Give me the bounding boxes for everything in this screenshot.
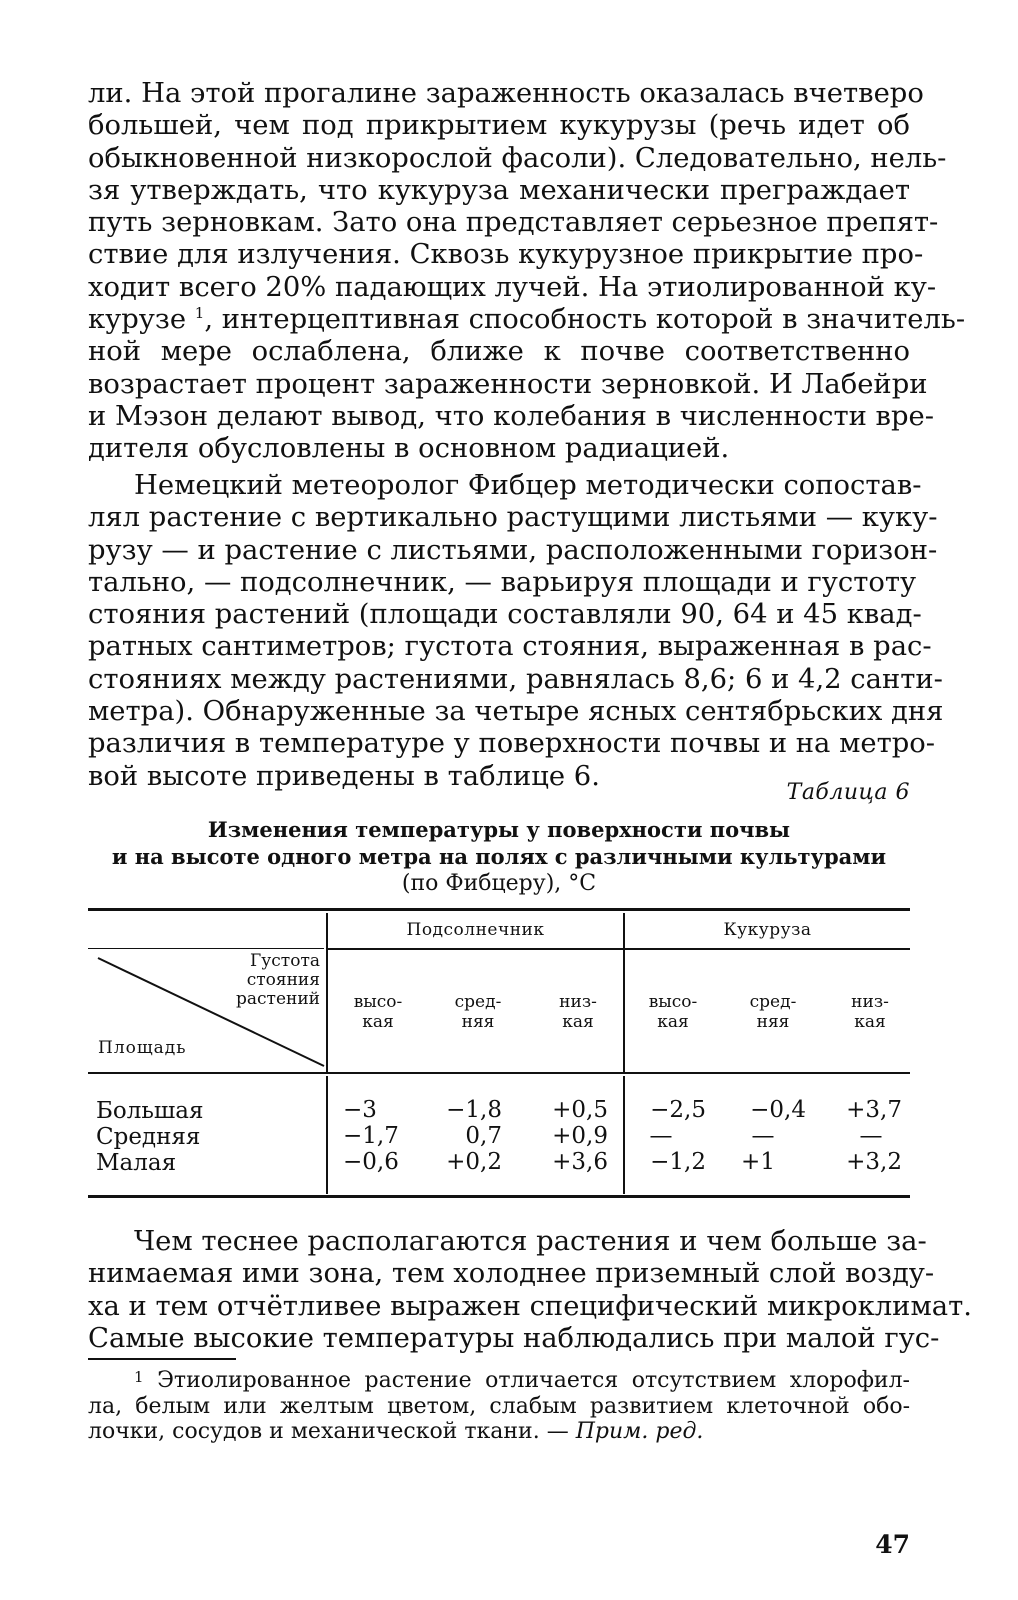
subcol-line: кая [362, 1012, 394, 1032]
table-cell: — [859, 1123, 883, 1149]
paragraph-1 [88, 78, 966, 466]
text-line: ходит всего 20% падающих лучей. На этиолированной ку- [88, 271, 937, 303]
footnote-marker: 1 [134, 1368, 144, 1386]
text-line: Чем теснее располагаются растения и чем больше за- [134, 1226, 927, 1257]
table-cell: +0,9 [552, 1123, 608, 1149]
table-top-rule [88, 908, 910, 911]
text-line: путь зерновкам. Зато она представляет серьезное препят- [88, 207, 939, 239]
text-line: лял растение с вертикально растущими листьями — куку- [88, 502, 938, 534]
text-line: большей, чем под прикрытием кукурузы (речь идет об [88, 110, 910, 142]
table-cell: +3,7 [846, 1097, 902, 1123]
text-line: ной мере ослаблена, ближе к почве соответственно [88, 336, 910, 368]
group-header-rule [328, 948, 910, 950]
table-cell: +3,6 [552, 1149, 608, 1175]
paragraph-3 [88, 1226, 972, 1355]
subcol-header [628, 992, 718, 1032]
group-divider-body [623, 1076, 625, 1194]
subcol-header [825, 992, 915, 1032]
stub-density-line: растений [236, 989, 320, 1009]
footnote-line [88, 1368, 910, 1394]
paragraph-2 [88, 470, 944, 793]
header-bottom-rule [88, 1072, 910, 1074]
text-line: тально, — подсолнечник, — варьируя площади и густоту [88, 566, 917, 598]
table-cell: +3,2 [846, 1149, 902, 1175]
text-line: дителя обусловлены в основном радиацией. [88, 433, 730, 465]
table-cell: +1 [741, 1149, 775, 1175]
table-title-subline: (по Фибцеру), °С [401, 871, 597, 896]
footnote-reference: 1 [194, 304, 205, 323]
text-line: нимаемая ими зона, тем холоднее приземный слой возду- [88, 1258, 935, 1290]
table-cell: +0,2 [446, 1149, 502, 1175]
text-line: стояния растений (площади составляли 90, 64 и 45 квад- [88, 599, 922, 631]
row-label: Большая [96, 1098, 204, 1124]
subcol-line: кая [562, 1012, 594, 1032]
text-fragment: курузе [88, 304, 187, 336]
subcol-line: низ- [559, 992, 597, 1012]
table-cell: +0,5 [552, 1097, 608, 1123]
stub-area-label: Площадь [98, 1038, 187, 1058]
row-label: Малая [96, 1150, 177, 1176]
footnote-text: Этиолированное растение отличается отсутствием хлорофил- [157, 1368, 910, 1393]
text-line: рузу — и растение с листьями, расположенными горизон- [88, 534, 938, 566]
editor-note: Прим. ред. [575, 1419, 704, 1444]
footnote-line: ла, белым или желтым цветом, слабым развитием клеточной обо- [88, 1393, 910, 1419]
subcol-header [533, 992, 623, 1032]
text-line: стояниях между растениями, равнялась 8,6; 6 и 4,2 санти- [88, 663, 943, 695]
footnote-rule [88, 1358, 236, 1360]
text-line: зя утверждать, что кукуруза механически преграждает [88, 174, 910, 206]
text-fragment: , интерцептивная способность которой в значитель- [204, 304, 966, 336]
text-line: и Мэзон делают вывод, что колебания в численности вре- [88, 400, 934, 432]
footnote [88, 1368, 910, 1445]
group-header-corn: Кукуруза [723, 920, 812, 940]
table-title-line: Изменения температуры у поверхности почвы [207, 817, 791, 842]
subcol-header [333, 992, 423, 1032]
table-title-line: и на высоте одного метра на полях с различными культурами [111, 844, 887, 869]
table-cell: −0,4 [750, 1097, 806, 1123]
text-line: ствие для излучения. Сквозь кукурузное прикрытие про- [88, 239, 924, 271]
table-cell: −0,6 [343, 1149, 399, 1175]
group-header-sunflower: Подсолнечник [406, 920, 545, 940]
table-cell: −1,2 [650, 1149, 706, 1175]
text-line-with-footnote [88, 304, 966, 336]
stub-divider-body [326, 1076, 328, 1194]
text-line: различия в температуре у поверхности почвы и на метро- [88, 728, 936, 760]
footnote-text: лочки, сосудов и механической ткани. — [88, 1419, 569, 1444]
subcol-line: низ- [851, 992, 889, 1012]
text-line: ратных сантиметров; густота стояния, выраженная в рас- [88, 631, 932, 663]
subcol-line: кая [854, 1012, 886, 1032]
row-label: Средняя [96, 1124, 201, 1150]
stub-density-line: Густота [250, 951, 320, 971]
subcol-line: няя [461, 1012, 495, 1032]
table-cell: −1,7 [343, 1123, 399, 1149]
stub-density-line: стояния [246, 970, 320, 990]
subcol-line: высо- [648, 992, 698, 1012]
text-line: метра). Обнаруженные за четыре ясных сентябрьских дня [88, 696, 944, 728]
table-cell: — [751, 1123, 775, 1149]
subcol-line: высо- [353, 992, 403, 1012]
table-cell: −2,5 [650, 1097, 706, 1123]
footnote-line [88, 1419, 910, 1445]
data-table [88, 908, 910, 1200]
stub-density-label [208, 952, 320, 1009]
subcol-line: няя [756, 1012, 790, 1032]
text-line: обыкновенной низкорослой фасоли). Следовательно, нель- [88, 142, 947, 174]
text-line: вой высоте приведены в таблице 6. [88, 760, 600, 792]
table-bottom-rule [88, 1195, 910, 1198]
subcol-header [433, 992, 523, 1032]
table-cell: −1,8 [446, 1097, 502, 1123]
text-line: Немецкий метеоролог Фибцер методически сопостав- [134, 470, 922, 501]
page-number: 47 [875, 1530, 910, 1559]
subcol-header [728, 992, 818, 1032]
subcol-line: кая [657, 1012, 689, 1032]
table-cell: −3 [343, 1097, 377, 1123]
text-line: ха и тем отчётливее выражен специфический микроклимат. [88, 1290, 972, 1322]
subcol-line: сред- [454, 992, 502, 1012]
subcol-line: сред- [749, 992, 797, 1012]
table-title [88, 816, 910, 897]
text-line: Самые высокие температуры наблюдались при малой гус- [88, 1322, 940, 1354]
text-line: возрастает процент зараженности зерновкой. И Лабейри [88, 368, 928, 400]
table-cell: 0,7 [465, 1123, 502, 1149]
text-line: ли. На этой прогалине зараженность оказалась вчетверо [88, 78, 924, 109]
table-cell: — [649, 1123, 673, 1149]
table-label: Таблица 6 [786, 780, 910, 805]
